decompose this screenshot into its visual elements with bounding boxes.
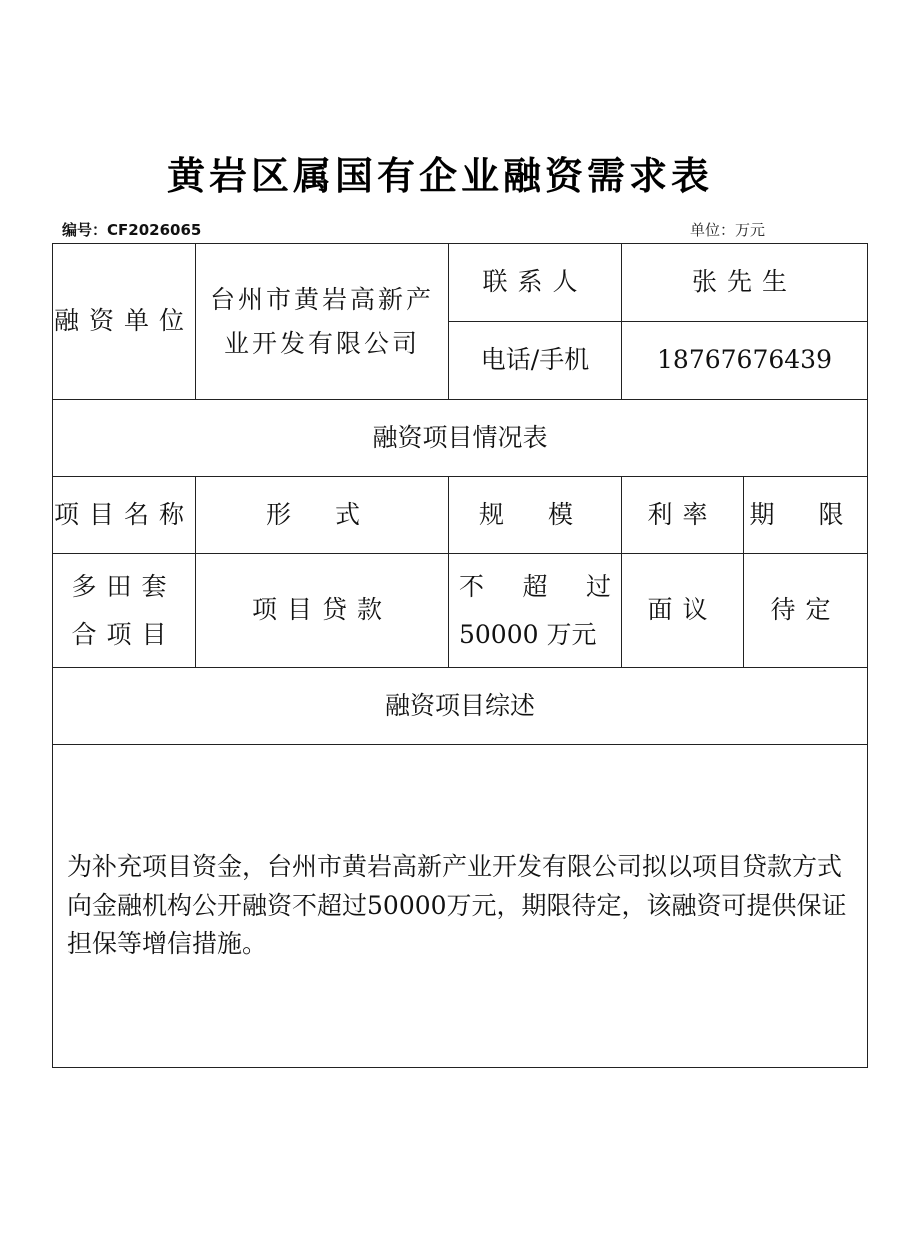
project-rate: 面议 xyxy=(622,554,744,668)
column-header-scale: 规 模 xyxy=(449,477,622,554)
column-header-form: 形 式 xyxy=(196,477,449,554)
financing-form-table xyxy=(52,243,868,1068)
project-form: 项目贷款 xyxy=(196,554,449,668)
financing-unit-label: 融资单位 xyxy=(53,244,196,400)
column-header-name: 项目名称 xyxy=(53,477,196,554)
scale-amount: 50000 万元 xyxy=(459,619,597,649)
contact-label: 联系人 xyxy=(449,244,622,322)
unit-value: 万元 xyxy=(735,221,766,239)
scale-prefix-char: 超 xyxy=(522,572,548,601)
page-title: 黄岩区属国有企业融资需求表 xyxy=(166,154,713,198)
serial-label: 编号： xyxy=(62,221,108,239)
project-section-title: 融资项目情况表 xyxy=(53,400,868,477)
summary-text: 为补充项目资金，台州市黄岩高新产业开发有限公司拟以项目贷款方式向金融机构公开融资不超过50000万元，期限待定，该融资可提供保证担保等增信措施。 xyxy=(53,745,868,1068)
project-scale xyxy=(449,554,622,668)
amount-unit xyxy=(690,219,765,240)
financing-unit-name: 台州市黄岩高新产业开发有限公司 xyxy=(196,244,449,400)
column-header-term: 期 限 xyxy=(744,477,868,554)
unit-label: 单位： xyxy=(690,221,736,239)
serial-value: CF2026065 xyxy=(107,221,202,239)
phone-value: 18767676439 xyxy=(622,322,868,400)
phone-label: 电话/手机 xyxy=(449,322,622,400)
project-name: 多田套合项目 xyxy=(53,554,196,668)
scale-prefix-char: 过 xyxy=(585,572,611,601)
contact-value: 张先生 xyxy=(622,244,868,322)
serial-number xyxy=(62,219,201,240)
summary-section-title: 融资项目综述 xyxy=(53,668,868,745)
column-header-rate: 利率 xyxy=(622,477,744,554)
scale-prefix-char: 不 xyxy=(459,572,485,601)
project-term: 待定 xyxy=(744,554,868,668)
scale-prefix xyxy=(449,563,621,611)
